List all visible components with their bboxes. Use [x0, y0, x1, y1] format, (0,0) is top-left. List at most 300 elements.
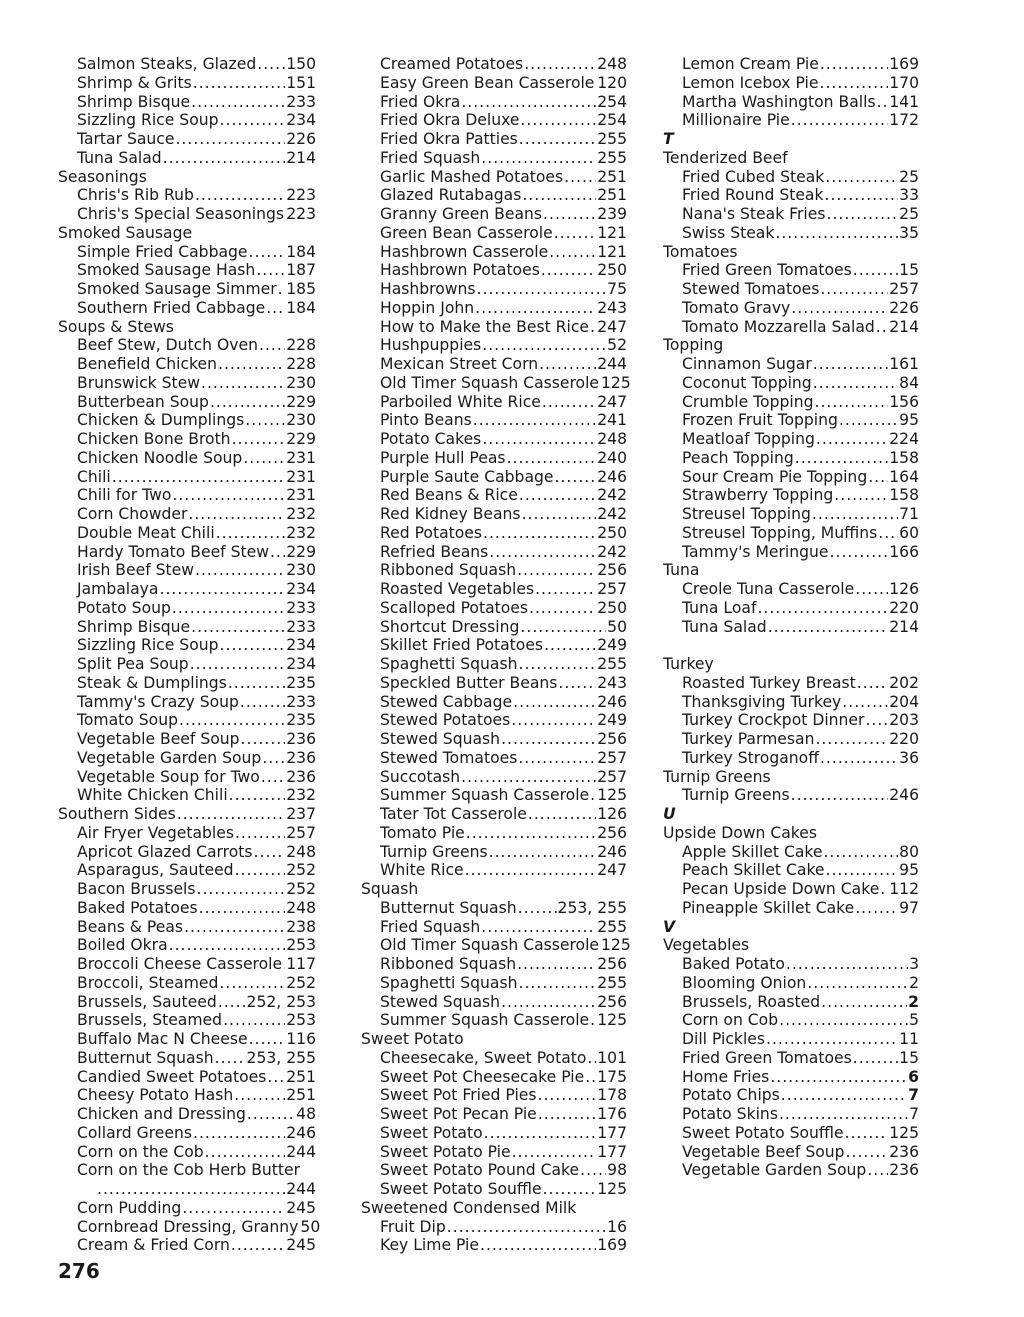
entry-page: 249	[597, 636, 627, 655]
index-entry	[58, 1124, 316, 1143]
leader-dots	[766, 1030, 898, 1049]
index-entry	[361, 618, 627, 637]
index-entry	[361, 1218, 627, 1237]
entry-name: Cinnamon Sugar	[682, 355, 812, 373]
index-entry	[663, 224, 919, 243]
entry-name: Bacon Brussels	[77, 880, 196, 898]
entry-page: 229	[286, 430, 316, 448]
entry-name: Tuna Salad	[77, 148, 162, 167]
entry-name: Swiss Steak	[682, 223, 775, 242]
index-entry	[58, 1068, 316, 1087]
index-entry	[361, 430, 627, 449]
entry-page: 101	[597, 1048, 627, 1067]
entry-name: Beef Stew, Dutch Oven	[77, 336, 259, 355]
leader-dots	[590, 318, 596, 337]
index-entry	[58, 824, 316, 843]
index-entry	[58, 205, 316, 224]
entry-page: 214	[889, 617, 919, 636]
leader-dots	[193, 74, 285, 93]
leader-dots	[876, 318, 888, 337]
entry-name: Stewed Cabbage	[380, 692, 513, 711]
entry-page: 5	[909, 1011, 919, 1030]
entry-name: Key Lime Pie	[380, 1236, 479, 1255]
leader-dots	[826, 861, 899, 880]
index-entry	[58, 674, 316, 693]
leader-dots	[481, 918, 596, 937]
entry-name: Crumble Topping	[682, 392, 814, 411]
leader-dots	[555, 468, 597, 487]
entry-page: 233	[286, 92, 316, 111]
entry-name: Tartar Sauce	[77, 130, 175, 148]
entry-name: Strawberry Topping	[682, 486, 834, 505]
index-entry	[361, 111, 627, 130]
entry-page: 95	[899, 411, 919, 430]
entry-page: 255	[597, 148, 627, 167]
leader-dots	[461, 768, 596, 787]
leader-dots	[535, 580, 596, 599]
index-entry	[58, 693, 316, 712]
entry-name: Mexican Street Corn	[380, 355, 539, 373]
entry-page: 48	[296, 1105, 316, 1123]
leader-dots	[243, 449, 285, 468]
leader-dots	[241, 730, 286, 749]
entry-name: Pecan Upside Down Cake	[682, 880, 880, 898]
leader-dots	[768, 618, 889, 637]
entry-page: 257	[597, 748, 627, 767]
index-entry	[361, 711, 627, 730]
entry-page: 169	[597, 1236, 627, 1255]
leader-dots	[218, 993, 246, 1012]
entry-page: 231	[286, 448, 316, 467]
entry-name: Old Timer Squash Casserole	[380, 936, 600, 955]
index-entry	[361, 149, 627, 168]
leader-dots	[191, 618, 285, 637]
entry-name: Chili	[77, 467, 111, 486]
entry-name: Corn on Cob	[682, 1011, 779, 1030]
leader-dots	[865, 711, 888, 730]
index-entry	[663, 1161, 919, 1180]
entry-name: Easy Green Bean Casserole	[380, 73, 595, 92]
entry-page: 244	[286, 1180, 316, 1198]
entry-name: Potato Chips	[682, 1086, 780, 1105]
entry-page: 223	[286, 186, 316, 205]
entry-page: 178	[597, 1086, 627, 1105]
entry-page: 204	[889, 692, 919, 711]
entry-page: 223	[286, 205, 316, 223]
index-entry	[663, 355, 919, 374]
leader-dots	[172, 486, 285, 505]
index-column-3	[663, 55, 919, 1180]
entry-page: 232	[286, 786, 316, 805]
leader-dots	[853, 261, 898, 280]
entry-page: 233	[286, 617, 316, 636]
index-column-1	[58, 55, 321, 1255]
entry-name: Vegetable Beef Soup	[77, 730, 240, 748]
leader-dots	[877, 93, 889, 112]
entry-name: Stewed Squash	[380, 730, 501, 748]
entry-page: 3	[909, 955, 919, 973]
index-entry	[361, 918, 627, 937]
entry-page: 185	[286, 280, 316, 298]
entry-name: Purple Hull Peas	[380, 448, 506, 467]
index-entry	[663, 599, 919, 618]
entry-page: 120	[597, 73, 627, 92]
entry-page: 11	[899, 1030, 919, 1048]
entry-name: Shrimp Bisque	[77, 617, 191, 636]
index-entry	[58, 936, 316, 955]
entry-name: Skillet Fried Potatoes	[380, 636, 544, 655]
entry-name: Broccoli Cheese Casserole	[77, 955, 283, 973]
entry-page: 251	[286, 1067, 316, 1086]
index-entry	[663, 430, 919, 449]
entry-name: Sweet Potato	[380, 1123, 483, 1142]
leader-dots	[489, 543, 596, 562]
index-entry	[58, 768, 316, 787]
index-entry	[663, 468, 919, 487]
leader-dots	[205, 1143, 286, 1162]
index-entry-continuation	[58, 1180, 316, 1199]
index-entry	[663, 974, 919, 993]
entry-name: Smoked Sausage Hash	[77, 261, 256, 280]
index-entry	[361, 393, 627, 412]
heading-page: 237	[286, 805, 316, 823]
index-entry	[361, 730, 627, 749]
index-entry	[58, 1161, 316, 1180]
index-entry	[58, 918, 316, 937]
index-entry	[58, 299, 316, 318]
leader-dots	[543, 1180, 597, 1199]
index-entry	[663, 880, 919, 899]
entry-name: White Rice	[380, 861, 464, 880]
entry-page: 246	[286, 1123, 316, 1142]
index-entry	[361, 55, 627, 74]
leader-dots	[175, 130, 285, 149]
leader-dots	[283, 955, 285, 974]
entry-name: Summer Squash Casserole	[380, 786, 590, 805]
index-heading: Sweetened Condensed Milk	[361, 1198, 577, 1217]
entry-name: Hardy Tomato Beef Stew	[77, 542, 269, 561]
entry-page: 247	[597, 317, 627, 336]
entry-name: Ribboned Squash	[380, 955, 517, 973]
index-entry	[58, 561, 316, 580]
index-entry	[663, 393, 919, 412]
entry-name: Shrimp Bisque	[77, 92, 191, 111]
entry-name: Hushpuppies	[380, 336, 482, 355]
leader-dots	[880, 880, 888, 899]
entry-page: 150	[286, 55, 316, 73]
entry-name: Speckled Butter Beans	[380, 673, 558, 692]
entry-name: Split Pea Soup	[77, 655, 189, 673]
entry-name: Refried Beans	[380, 542, 489, 561]
entry-name: Sizzling Rice Soup	[77, 636, 219, 655]
entry-page: 228	[286, 336, 316, 355]
entry-name: Steak & Dumplings	[77, 673, 227, 692]
index-entry	[58, 1030, 316, 1049]
leader-dots	[447, 1218, 606, 1237]
leader-dots	[483, 524, 596, 543]
index-entry	[663, 261, 919, 280]
entry-page: 251	[597, 186, 627, 205]
leader-dots	[846, 1143, 889, 1162]
index-entry	[361, 168, 627, 187]
index-entry	[663, 449, 919, 468]
index-entry	[663, 1049, 919, 1068]
entry-name: Sweet Potato Pie	[380, 1142, 511, 1161]
leader-dots	[823, 843, 898, 862]
entry-page: 228	[286, 355, 316, 373]
entry-page: 241	[597, 411, 627, 430]
entry-name: Fried Okra Patties	[380, 130, 518, 148]
leader-dots	[254, 843, 286, 862]
leader-dots	[475, 299, 596, 318]
leader-dots	[159, 580, 285, 599]
index-heading: Topping	[663, 336, 724, 355]
leader-dots	[489, 843, 597, 862]
entry-name: Benefield Chicken	[77, 355, 218, 373]
entry-name: Lemon Cream Pie	[682, 55, 819, 73]
entry-name: Coconut Topping	[682, 373, 812, 392]
entry-page: 52	[607, 336, 627, 355]
leader-dots	[484, 1124, 597, 1143]
index-entry	[361, 449, 627, 468]
entry-name: Pinto Beans	[380, 411, 472, 430]
entry-name: Jambalaya	[77, 580, 159, 598]
entry-page: 15	[899, 261, 919, 280]
entry-name: Apricot Glazed Carrots	[77, 842, 253, 861]
entry-name: Fried Green Tomatoes	[682, 261, 852, 280]
leader-dots	[199, 899, 286, 918]
entry-page: 256	[597, 992, 627, 1011]
index-entry	[361, 186, 627, 205]
index-heading: Sweet Potato	[361, 1030, 464, 1048]
leader-dots	[853, 1049, 898, 1068]
leader-dots	[775, 224, 898, 243]
index-entry	[58, 261, 316, 280]
leader-dots	[558, 674, 596, 693]
leader-dots	[830, 543, 889, 562]
leader-dots	[466, 824, 596, 843]
index-entry	[663, 1143, 919, 1162]
index-entry	[361, 524, 627, 543]
entry-name: Tuna Loaf	[682, 598, 757, 617]
page-number: 276	[58, 1259, 100, 1283]
index-entry	[361, 318, 627, 337]
entry-name: Stewed Tomatoes	[380, 748, 518, 767]
index-entry	[58, 505, 316, 524]
entry-name: Nana's Steak Fries	[682, 205, 826, 223]
entry-name: Brunswick Stew	[77, 373, 201, 392]
index-entry	[663, 74, 919, 93]
leader-dots	[580, 1161, 606, 1180]
entry-page: 177	[597, 1142, 627, 1161]
index-heading: Vegetables	[663, 936, 750, 955]
entry-page: 16	[607, 1217, 627, 1236]
entry-page: 121	[597, 223, 627, 242]
leader-dots	[857, 674, 888, 693]
entry-page: 256	[597, 823, 627, 842]
index-entry	[58, 1011, 316, 1030]
index-entry	[58, 186, 316, 205]
leader-dots	[585, 1068, 596, 1087]
entry-name: Stewed Potatoes	[380, 711, 511, 730]
leader-dots	[223, 1011, 285, 1030]
leader-dots	[813, 374, 898, 393]
leader-dots	[179, 711, 285, 730]
index-entry	[361, 655, 627, 674]
entry-name: Brussels, Steamed	[77, 1011, 223, 1030]
entry-page: 125	[601, 373, 631, 392]
index-entry	[663, 318, 919, 337]
leader-dots	[825, 168, 898, 187]
entry-page: 229	[286, 392, 316, 411]
entry-page: 125	[601, 936, 631, 955]
leader-dots	[473, 411, 596, 430]
entry-name: Tomato Gravy	[682, 298, 791, 317]
leader-dots	[235, 824, 285, 843]
leader-dots	[517, 561, 596, 580]
leader-dots	[539, 355, 596, 374]
index-entry	[58, 861, 316, 880]
entry-page: 98	[607, 1161, 627, 1180]
entry-name: Lemon Icebox Pie	[682, 73, 819, 92]
entry-name: Potato Cakes	[380, 430, 482, 448]
index-entry	[361, 805, 627, 824]
index-entry	[663, 411, 919, 430]
index-heading: Turnip Greens	[663, 767, 771, 786]
leader-dots	[191, 93, 285, 112]
entry-page: 230	[286, 373, 316, 392]
entry-page: 251	[597, 167, 627, 186]
entry-page: 255	[597, 917, 627, 936]
leader-dots	[184, 918, 285, 937]
entry-page: 253	[286, 1011, 316, 1030]
leader-dots	[270, 543, 285, 562]
leader-dots	[825, 186, 899, 205]
index-entry	[58, 618, 316, 637]
leader-dots	[97, 1180, 286, 1199]
index-entry	[361, 505, 627, 524]
index-entry	[58, 730, 316, 749]
entry-name: Collard Greens	[77, 1123, 192, 1142]
entry-page: 151	[286, 73, 316, 92]
index-entry	[58, 843, 316, 862]
leader-dots	[216, 524, 286, 543]
entry-name: Baked Potatoes	[77, 898, 198, 917]
entry-page: 60	[899, 523, 919, 542]
leader-dots	[245, 411, 285, 430]
index-entry	[663, 861, 919, 880]
entry-name: Thanksgiving Turkey	[682, 692, 842, 711]
entry-page: 117	[286, 955, 316, 973]
index-entry	[58, 1105, 316, 1124]
entry-name: Cream & Fried Corn	[77, 1236, 230, 1255]
entry-page: 244	[286, 1142, 316, 1161]
leader-dots	[177, 805, 285, 824]
leader-dots	[587, 1049, 596, 1068]
entry-page: 170	[889, 73, 919, 92]
entry-page: 156	[889, 392, 919, 411]
index-entry	[361, 74, 627, 93]
leader-dots	[220, 636, 286, 655]
leader-dots	[259, 336, 285, 355]
entry-page: 125	[597, 1180, 627, 1198]
index-entry	[663, 55, 919, 74]
entry-name: Granny Green Beans	[380, 205, 543, 223]
leader-dots	[480, 1236, 596, 1255]
index-entry	[361, 299, 627, 318]
index-entry	[663, 93, 919, 112]
entry-name: Potato Skins	[682, 1105, 778, 1123]
entry-page: 232	[286, 505, 316, 523]
leader-dots	[791, 111, 889, 130]
entry-name: Tomato Mozzarella Salad	[682, 317, 875, 336]
entry-page: 255	[597, 130, 627, 148]
entry-name: Red Kidney Beans	[380, 505, 521, 523]
leader-dots	[820, 749, 898, 768]
leader-dots	[519, 974, 597, 993]
leader-dots	[247, 1105, 295, 1124]
index-entry	[663, 580, 919, 599]
index-entry	[663, 730, 919, 749]
entry-page: 158	[889, 448, 919, 467]
leader-dots	[528, 805, 596, 824]
index-entry	[361, 1236, 627, 1255]
leader-dots	[541, 261, 596, 280]
entry-name: Cornbread Dressing, Granny	[77, 1217, 299, 1236]
leader-dots	[590, 786, 596, 805]
entry-page: 231	[286, 467, 316, 486]
index-entry	[663, 843, 919, 862]
index-entry	[58, 786, 316, 805]
entry-page: 242	[597, 486, 627, 505]
index-entry	[663, 1086, 919, 1105]
entry-page: 234	[286, 636, 316, 655]
entry-name: Air Fryer Vegetables	[77, 823, 234, 842]
entry-page: 233	[286, 692, 316, 711]
entry-name: Roasted Turkey Breast	[682, 673, 856, 692]
entry-page: 2	[908, 992, 919, 1011]
entry-name: Shortcut Dressing	[380, 617, 520, 636]
leader-dots	[219, 974, 285, 993]
index-entry	[361, 1049, 627, 1068]
entry-name: Simple Fried Cabbage	[77, 242, 248, 261]
leader-dots	[235, 861, 286, 880]
entry-page: 7	[909, 1105, 919, 1123]
leader-dots	[590, 1011, 596, 1030]
index-entry	[58, 93, 316, 112]
entry-name: Potato Soup	[77, 598, 171, 617]
entry-page: 257	[889, 280, 919, 298]
index-entry	[663, 693, 919, 712]
leader-dots	[549, 243, 596, 262]
index-entry	[361, 786, 627, 805]
entry-name: Asparagus, Sauteed	[77, 861, 234, 880]
entry-page: 252, 253	[246, 992, 316, 1011]
leader-dots	[544, 636, 596, 655]
index-entry	[58, 468, 316, 487]
leader-dots	[529, 599, 596, 618]
entry-name: Dill Pickles	[682, 1030, 766, 1048]
index-entry	[361, 561, 627, 580]
index-entry	[663, 299, 919, 318]
entry-name: Chicken Noodle Soup	[77, 448, 243, 467]
index-letter: U	[663, 805, 676, 823]
entry-page: 125	[597, 786, 627, 805]
entry-page: 7	[908, 1086, 919, 1105]
entry-page: 236	[889, 1142, 919, 1161]
entry-page: 161	[889, 355, 919, 373]
entry-page: 84	[899, 373, 919, 392]
